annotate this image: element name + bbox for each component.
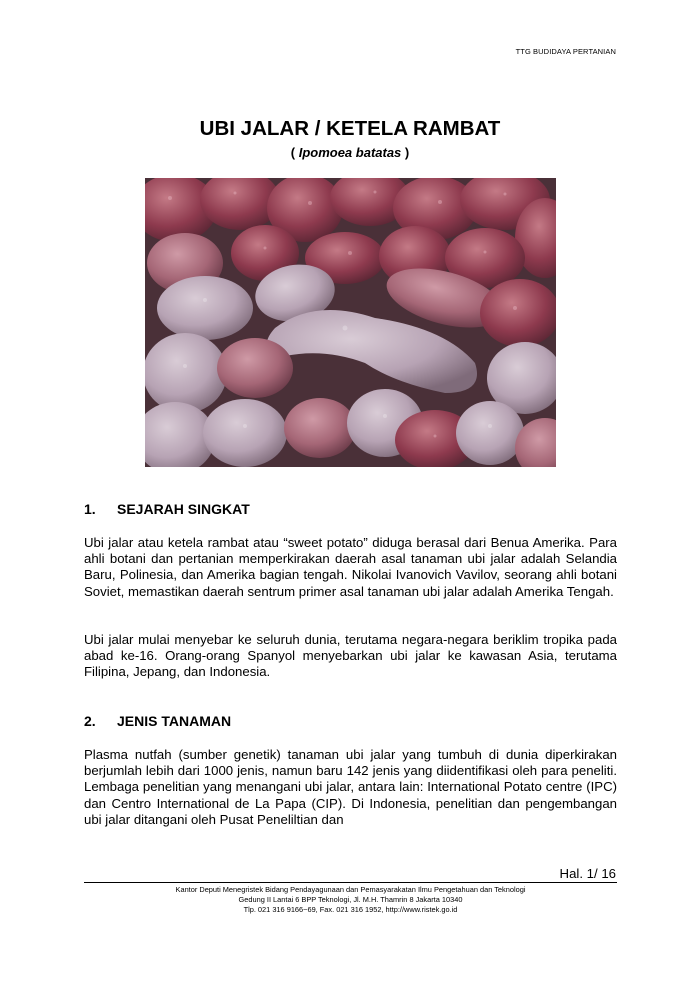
footer (84, 885, 617, 916)
section-jenis-body (84, 747, 617, 828)
subtitle-open: ( (290, 145, 299, 160)
section-heading (84, 501, 617, 517)
paragraph: Ubi jalar mulai menyebar ke seluruh dunia, terutama negara-negara beriklim tropika pada abad ke-16. Orang-orang Spanyol menyebarkan ubi jalar ke kawasan Asia, terutama Filipina, Jepang, dan Indonesia. (84, 632, 617, 680)
section-heading (84, 713, 617, 729)
section-number: 2. (84, 713, 96, 729)
footer-line: Tlp. 021 316 9166~69, Fax. 021 316 1952, http://www.ristek.go.id (243, 905, 458, 915)
page-number: Hal. 1/ 16 (559, 866, 616, 881)
section-sejarah-body-2 (84, 632, 617, 681)
footer-line: Kantor Deputi Menegristek Bidang Pendayagunaan dan Pemasyarakatan Ilmu Pengetahuan dan Teknologi (175, 885, 526, 894)
footer-divider (84, 882, 617, 883)
header-tag: TTG BUDIDAYA PERTANIAN (515, 47, 616, 56)
latin-name: Ipomoea batatas (298, 145, 402, 160)
paragraph: Ubi jalar atau ketela rambat atau “sweet potato” diduga berasal dari Benua Amerika. Para ahli botani dan pertanian memperkirakan daerah asal tanaman ubi jalar adalah Selandia Baru, Polinesia, dan Amerika bagian tengah. Nikolai Ivanovich Vavilov, seorang ahli botani Soviet, memastikan daerah sentrum primer asal tanaman ubi jalar adalah Amerika Tengah. (84, 535, 617, 599)
sweet-potato-photo (145, 178, 556, 467)
section-sejarah-body (84, 535, 617, 600)
subtitle-close: ) (401, 145, 410, 160)
section-number: 1. (84, 501, 96, 517)
footer-line: Gedung II Lantai 6 BPP Teknologi, Jl. M.H. Thamrin 8 Jakarta 10340 (238, 895, 463, 905)
page-subtitle (0, 145, 700, 160)
paragraph: Plasma nutfah (sumber genetik) tanaman ubi jalar yang tumbuh di dunia diperkirakan berjumlah lebih dari 1000 jenis, namun baru 142 jenis yang diidentifikasi oleh para peneliti. Lembaga penelitian yang menangani ubi jalar, antara lain: International Potato centre (IPC) dan Centro International de La Papa (CIP). Di Indonesia, penelitian dan pengembangan ubi jalar ditangani oleh Pusat Peneliltian dan (84, 747, 617, 827)
section-title: JENIS TANAMAN (117, 713, 232, 729)
section-jenis (84, 713, 617, 729)
section-title: SEJARAH SINGKAT (117, 501, 250, 517)
section-sejarah (84, 501, 617, 517)
page-title: UBI JALAR / KETELA RAMBAT (199, 117, 501, 140)
